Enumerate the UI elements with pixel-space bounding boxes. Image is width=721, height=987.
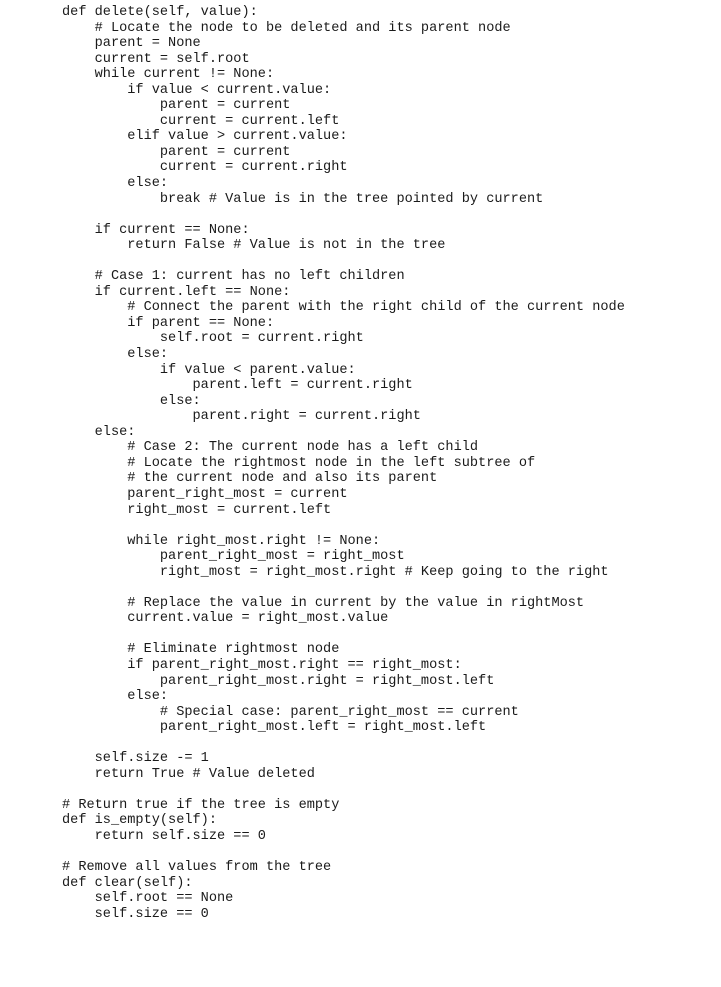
code-line: # the current node and also its parent [62,471,438,487]
code-line: right_most = current.left [62,502,332,518]
code-listing [62,5,625,922]
code-line: self.root = current.right [62,331,364,347]
code-line: parent = current [62,98,291,114]
code-line: parent.right = current.right [62,409,421,425]
code-line: # Return true if the tree is empty [62,797,340,813]
code-line: return False # Value is not in the tree [62,238,446,254]
code-line: else: [62,176,169,192]
code-line: while current != None: [62,67,275,83]
code-line: if parent_right_most.right == right_most: [62,657,462,673]
code-line: # Locate the rightmost node in the left subtree of [62,455,536,471]
code-line: if current.left == None: [62,284,291,300]
code-line: if parent == None: [62,315,275,331]
code-line: current.value = right_most.value [62,611,389,627]
code-line: parent_right_most.left = right_most.left [62,720,487,736]
code-line: else: [62,347,169,363]
code-line: # Remove all values from the tree [62,860,332,876]
code-line: # Case 2: The current node has a left child [62,440,479,456]
code-line: break # Value is in the tree pointed by current [62,191,544,207]
code-line [62,580,625,596]
code-line: right_most = right_most.right # Keep going to the right [62,564,609,580]
code-line: def is_empty(self): [62,813,217,829]
code-line [62,782,625,798]
code-line: else: [62,424,136,440]
code-line: parent_right_most = right_most [62,549,405,565]
code-line: # Locate the node to be deleted and its parent node [62,20,511,36]
code-line: if value < parent.value: [62,362,356,378]
code-line: parent_right_most = current [62,486,348,502]
code-line: parent.left = current.right [62,378,413,394]
code-line: current = self.root [62,51,250,67]
code-line: parent = current [62,144,291,160]
code-line [62,627,625,643]
code-line: # Special case: parent_right_most == current [62,704,519,720]
code-line: if value < current.value: [62,82,332,98]
code-line: else: [62,689,169,705]
code-line [62,736,625,752]
code-line: # Eliminate rightmost node [62,642,340,658]
code-line [62,845,625,861]
code-line: elif value > current.value: [62,129,348,145]
code-line: return True # Value deleted [62,766,315,782]
code-line: else: [62,393,201,409]
code-line: parent_right_most.right = right_most.left [62,673,495,689]
code-line: self.root == None [62,891,234,907]
code-line: def delete(self, value): [62,5,258,20]
code-line: while right_most.right != None: [62,533,381,549]
code-line: current = current.right [62,160,348,176]
code-line: return self.size == 0 [62,828,266,844]
code-line: parent = None [62,36,201,52]
code-line [62,207,625,223]
code-line: # Connect the parent with the right child of the current node [62,300,625,316]
code-line: # Replace the value in current by the value in rightMost [62,595,585,611]
code-line: if current == None: [62,222,250,238]
code-line: self.size == 0 [62,906,209,922]
code-line [62,518,625,534]
code-line: self.size -= 1 [62,751,209,767]
code-line: # Case 1: current has no left children [62,269,405,285]
code-line: current = current.left [62,113,340,129]
code-line [62,254,625,270]
code-line: def clear(self): [62,875,193,891]
